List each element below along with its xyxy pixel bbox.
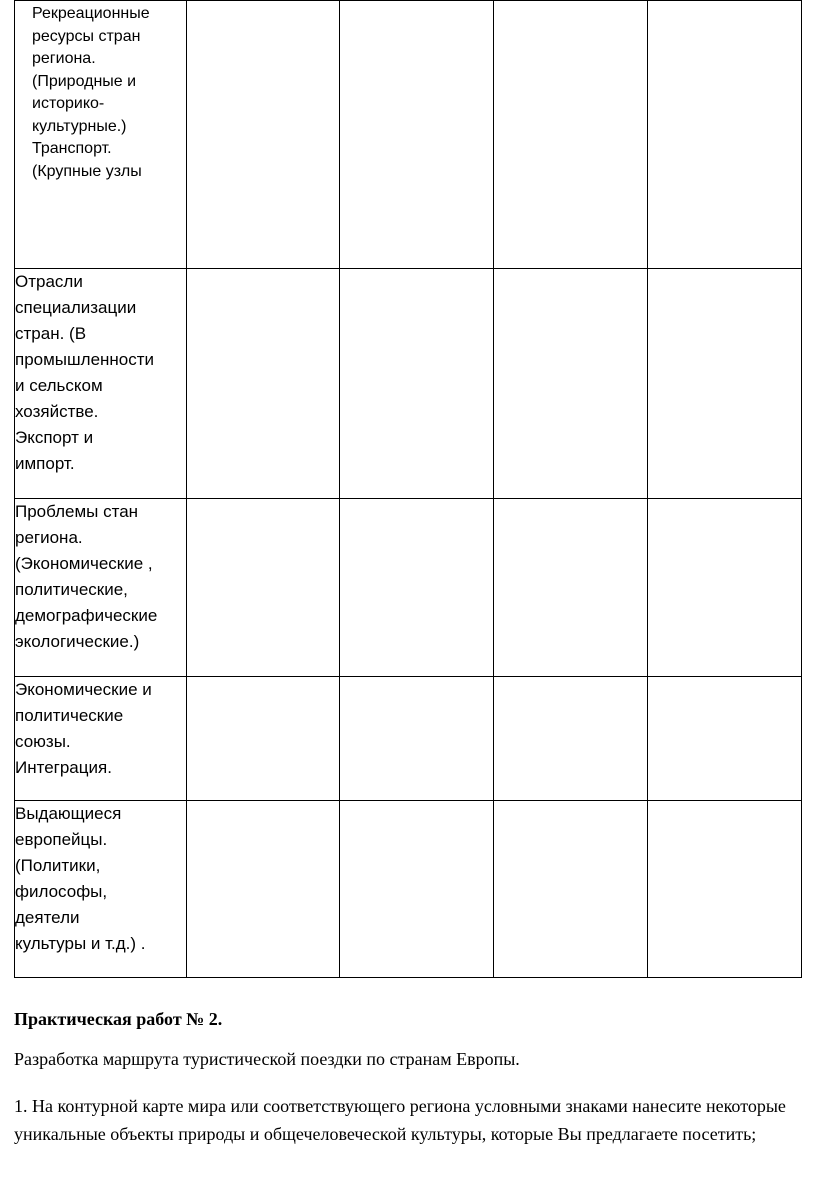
table-row <box>15 1 802 269</box>
row-label-line: культурные.) <box>32 117 127 135</box>
row-label-line: региона. <box>15 528 83 547</box>
empty-cell[interactable] <box>494 499 648 677</box>
row-label-line: союзы. <box>15 732 71 751</box>
paragraph-task-1: 1. На контурной карте мира или соответствующего региона условными знаками нанесите некоторые уникальные объекты природы и общечеловеческой культуры, которые Вы предлагаете посетить; <box>14 1096 786 1144</box>
table-row <box>15 801 802 978</box>
empty-cell[interactable] <box>187 269 340 499</box>
row-label-line: Экспорт и <box>15 428 94 447</box>
row-label-line: (Крупные узлы <box>32 162 142 180</box>
row-label-cell <box>15 269 187 499</box>
row-label-line: промышленности <box>15 350 155 369</box>
paragraph-route-description: Разработка маршрута туристической поездки по странам Европы. <box>14 1049 520 1069</box>
row-label-line: Выдающиеся <box>15 804 122 823</box>
row-label-line: импорт. <box>15 454 75 473</box>
empty-cell[interactable] <box>340 499 494 677</box>
row-label-line: Рекреационные <box>32 5 150 22</box>
table-row <box>15 499 802 677</box>
row-label-line: политические, <box>15 580 128 599</box>
empty-cell[interactable] <box>340 801 494 978</box>
row-label-line: региона. <box>32 50 96 67</box>
row-label-line: ресурсы стран <box>32 27 141 45</box>
table-row <box>15 269 802 499</box>
row-label-line: и сельском <box>15 376 103 395</box>
empty-cell[interactable] <box>340 677 494 801</box>
table-row <box>15 677 802 801</box>
row-label-line: стран. (В <box>15 324 87 343</box>
row-label-line: культуры и т.д.) . <box>15 934 146 953</box>
row-label-line: историко- <box>32 95 105 112</box>
row-label-line: философы, <box>15 882 108 901</box>
row-label-line: хозяйстве. <box>15 402 99 421</box>
empty-cell[interactable] <box>494 801 648 978</box>
empty-cell[interactable] <box>340 269 494 499</box>
empty-cell[interactable] <box>648 1 802 269</box>
row-label-line: политические <box>15 706 124 725</box>
section-heading: Практическая работ № 2. <box>14 1009 223 1029</box>
empty-cell[interactable] <box>187 499 340 677</box>
empty-cell[interactable] <box>648 499 802 677</box>
row-label-line: Экономические и <box>15 680 152 699</box>
row-label-line: европейцы. <box>15 830 108 849</box>
empty-cell[interactable] <box>187 801 340 978</box>
empty-cell[interactable] <box>494 677 648 801</box>
empty-cell[interactable] <box>187 1 340 269</box>
row-label-cell <box>15 1 187 269</box>
row-label-line: (Политики, <box>15 856 101 875</box>
comparison-table <box>14 0 802 978</box>
row-label-line: экологические.) <box>15 632 140 651</box>
row-label-line: Проблемы стан <box>15 502 139 521</box>
empty-cell[interactable] <box>494 1 648 269</box>
row-label-line: (Экономические , <box>15 554 153 573</box>
row-label-line: (Природные и <box>32 72 137 90</box>
row-label-line: специализации <box>15 298 137 317</box>
row-label-cell <box>15 499 187 677</box>
empty-cell[interactable] <box>494 269 648 499</box>
row-label-line: деятели <box>15 908 80 927</box>
empty-cell[interactable] <box>648 677 802 801</box>
row-label-line: Интеграция. <box>15 758 112 777</box>
row-label-line: Отрасли <box>15 272 83 291</box>
row-label-cell <box>15 801 187 978</box>
empty-cell[interactable] <box>187 677 340 801</box>
empty-cell[interactable] <box>340 1 494 269</box>
row-label-cell <box>15 677 187 801</box>
row-label-line: демографические <box>15 606 158 625</box>
empty-cell[interactable] <box>648 269 802 499</box>
empty-cell[interactable] <box>648 801 802 978</box>
row-label-line: Транспорт. <box>32 140 112 157</box>
